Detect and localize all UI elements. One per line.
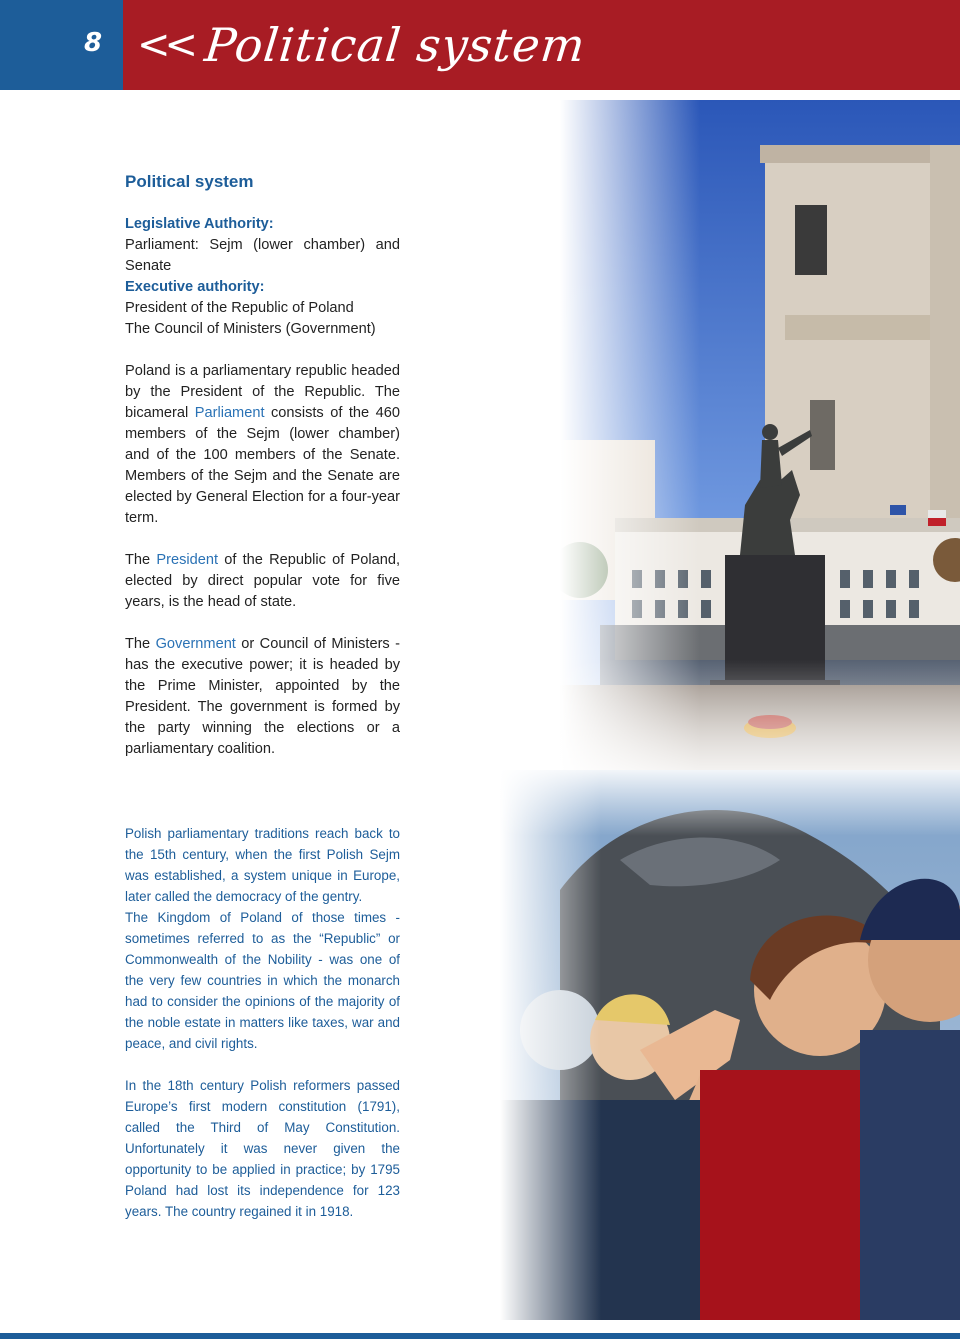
title-arrows-icon: << [137,22,193,68]
government-keyword: Government [155,636,236,652]
p2-intro: The [125,552,157,568]
parliament-keyword: Parliament [194,405,265,421]
history-block [125,823,400,1054]
president-paragraph [125,550,400,613]
parliament-paragraph [125,361,400,529]
p2-rest: of the Republic of Poland, elected by direct popular vote for five years, is the head of state. [125,552,401,610]
history-paragraph-1: Polish parliamentary traditions reach back to the 15th century, when the first Polish Sejm was established, a system unique in Europe, later called the democracy of the gentry. [125,826,400,904]
government-paragraph [125,634,400,760]
legislative-text: Parliament: Sejm (lower chamber) and Senate [125,237,400,274]
history-paragraph-3: In the 18th century Polish reformers passed Europe’s first modern constitution (1791), called the Third of May Constitution. Unfortunately it was never given the opportunity to be applied in practice; by 1795 Poland had lost its independence for 123 years. The country regained it in 1918. [125,1078,400,1219]
p1-intro: Poland is a parliamentary republic headed by the President of the Republic. The bicameral [125,363,400,421]
page-number-box [0,0,123,90]
constitution-block [125,1075,400,1222]
authority-block [125,214,400,340]
children-illustration [500,770,960,1320]
president-keyword: President [156,552,219,568]
presidential-palace-illustration [560,100,960,800]
legislative-label: Legislative Authority: [125,216,274,232]
p3-intro: The [125,636,156,652]
p1-rest: consists of the 460 members of the Sejm (lower chamber) and of the 100 members of the Senate. Members of the Sejm and the Senate are elected by General Election for a four-year term. [125,405,400,526]
bottom-rule [0,1333,960,1339]
executive-line-2: The Council of Ministers (Government) [125,321,376,337]
presidential-palace-photo [560,100,960,800]
section-heading: Political system [125,172,254,191]
page-title: Political system [202,18,589,72]
history-paragraph-2: The Kingdom of Poland of those times - sometimes referred to as the “Republic” or Commonwealth of the Nobility - was one of the very few countries in which the monarch had to consider the opinions of the majority of the noble estate in matters like taxes, war and peace, and civil rights. [125,910,400,1051]
executive-line-1: President of the Republic of Poland [125,300,354,316]
executive-label: Executive authority: [125,279,265,295]
children-photo [500,770,960,1320]
page-number: 8 [84,28,103,58]
p3-rest: or Council of Ministers - has the executive power; it is headed by the Prime Minister, appointed by the President. The government is formed by the party winning the elections or a parliamentary coalition. [125,636,400,757]
page-header [0,0,960,90]
